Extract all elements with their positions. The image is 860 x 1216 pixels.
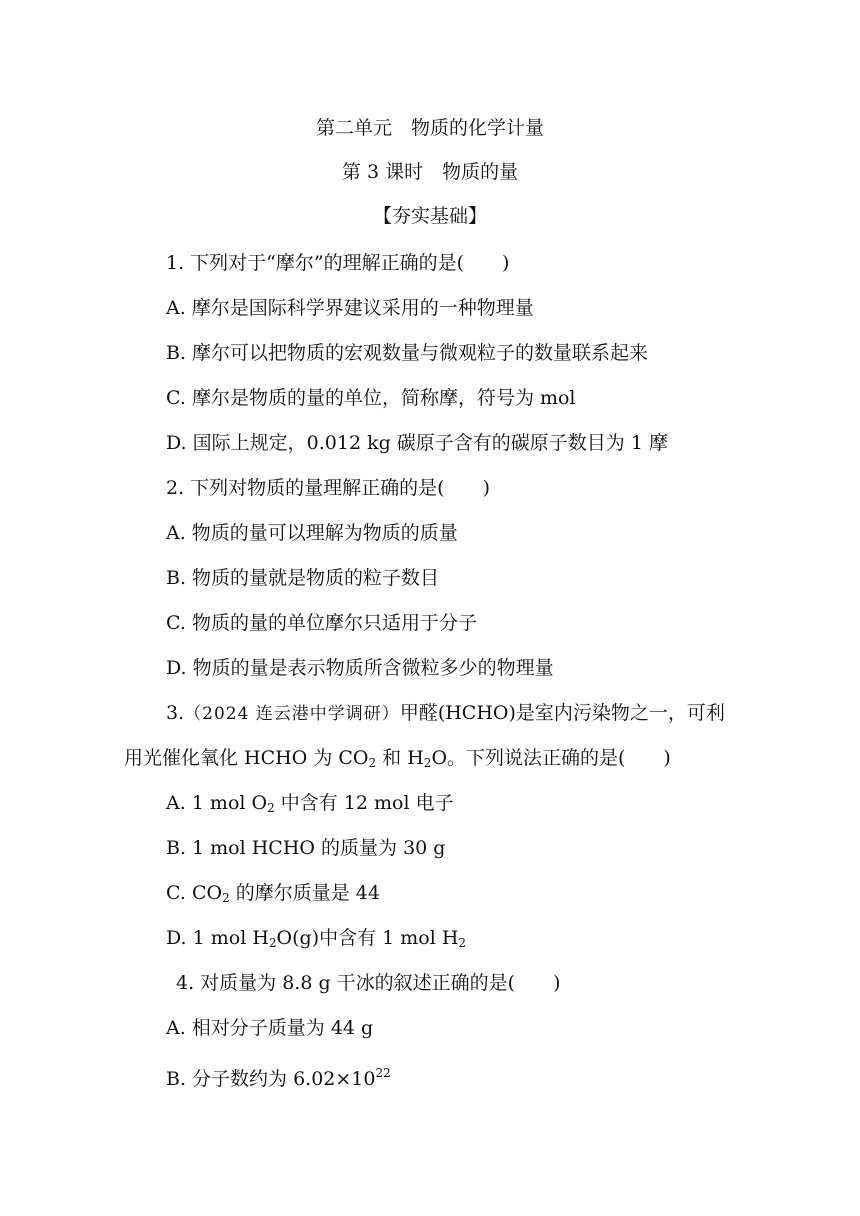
question-4-stem: 4. 对质量为 8.8 g 干冰的叙述正确的是( ) <box>176 972 561 994</box>
question-4-option-a: A. 相对分子质量为 44 g <box>166 1017 374 1039</box>
question-1-option-c: C. 摩尔是物质的量的单位，简称摩，符号为 mol <box>166 387 576 409</box>
question-1-option-a: A. 摩尔是国际科学界建议采用的一种物理量 <box>166 297 534 319</box>
question-3-stem-line-1 <box>166 700 725 727</box>
question-3-option-c: C. $CO_2$ 的摩尔质量是 44 <box>166 882 380 905</box>
question-1-option-d: D. 国际上规定，0.012 kg 碳原子含有的碳原子数目为 1 摩 <box>166 432 668 454</box>
question-2-option-a: A. 物质的量可以理解为物质的质量 <box>166 522 458 544</box>
lesson-title: 第 3 课时 物质的量 <box>341 161 519 183</box>
unit-title: 第二单元 物质的化学计量 <box>315 117 544 139</box>
question-3-option-d: D. 1 mol $H_2O(g)$中含有 1 mol $H_2$ <box>166 927 467 950</box>
question-3-source: （2024 连云港中学调研） <box>184 704 400 724</box>
question-2-stem: 2. 下列对物质的量理解正确的是( ) <box>166 477 490 499</box>
section-title: 【夯实基础】 <box>372 205 487 227</box>
question-3-number: 3. <box>166 702 185 724</box>
question-3-stem-line-2: 用光催化氧化 HCHO 为 $CO_2$ 和 $H_2O$。下列说法正确的是( ) <box>124 747 671 770</box>
question-3-option-b: B. 1 mol HCHO 的质量为 30 g <box>166 837 446 859</box>
question-2-option-c: C. 物质的量的单位摩尔只适用于分子 <box>166 612 477 634</box>
question-2-option-b: B. 物质的量就是物质的粒子数目 <box>166 567 440 589</box>
question-1-stem: 1. 下列对于“摩尔”的理解正确的是( ) <box>166 252 510 274</box>
question-2-option-d: D. 物质的量是表示物质所含微粒多少的物理量 <box>166 657 554 679</box>
question-4-option-b: B. 分子数约为 $6.02\times 10^{22}$ <box>166 1066 391 1090</box>
question-3-stem-text: 甲醛(HCHO)是室内污染物之一，可利 <box>399 702 725 724</box>
question-1-option-b: B. 摩尔可以把物质的宏观数量与微观粒子的数量联系起来 <box>166 342 649 364</box>
question-3-option-a: A. 1 mol $O_2$ 中含有 12 mol 电子 <box>166 792 454 815</box>
